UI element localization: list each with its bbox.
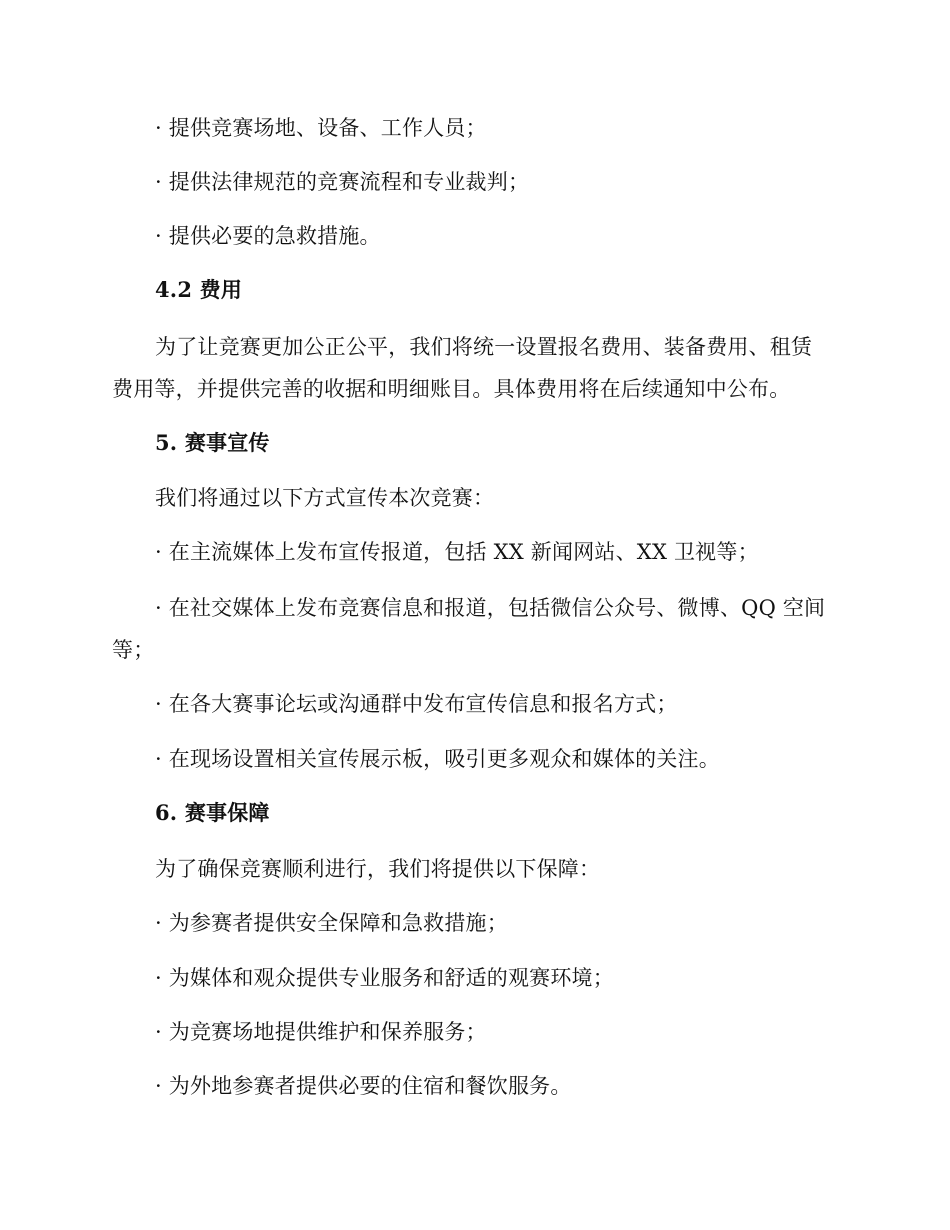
paragraph-line: 费用等，并提供完善的收据和明细账目。具体费用将在后续通知中公布。 — [112, 377, 791, 401]
list-item-continuation: 等； — [112, 638, 155, 662]
list-item: · 提供法律规范的竞赛流程和专业裁判； — [155, 170, 530, 194]
list-item: · 在各大赛事论坛或沟通群中发布宣传信息和报名方式； — [155, 692, 678, 716]
list-item: · 在现场设置相关宣传展示板，吸引更多观众和媒体的关注。 — [155, 747, 720, 771]
list-item: · 提供竞赛场地、设备、工作人员； — [155, 116, 487, 140]
list-item: · 为外地参赛者提供必要的住宿和餐饮服务。 — [155, 1074, 572, 1098]
paragraph-line: 我们将通过以下方式宣传本次竞赛： — [155, 486, 495, 510]
paragraph-line: 为了确保竞赛顺利进行，我们将提供以下保障： — [155, 857, 601, 881]
list-item: · 提供必要的急救措施。 — [155, 224, 381, 248]
list-item: · 在主流媒体上发布宣传报道，包括 XX 新闻网站、XX 卫视等； — [155, 540, 759, 564]
list-item: · 为竞赛场地提供维护和保养服务； — [155, 1020, 487, 1044]
list-item: · 在社交媒体上发布竞赛信息和报道，包括微信公众号、微博、QQ 空间 — [155, 596, 826, 620]
paragraph-line: 为了让竞赛更加公正公平，我们将统一设置报名费用、装备费用、租赁 — [155, 335, 813, 359]
section-heading: 4.2 费用 — [155, 277, 243, 302]
section-heading: 5. 赛事宣传 — [155, 430, 270, 455]
section-heading: 6. 赛事保障 — [155, 800, 270, 825]
list-item: · 为参赛者提供安全保障和急救措施； — [155, 911, 508, 935]
list-item: · 为媒体和观众提供专业服务和舒适的观赛环境； — [155, 966, 614, 990]
